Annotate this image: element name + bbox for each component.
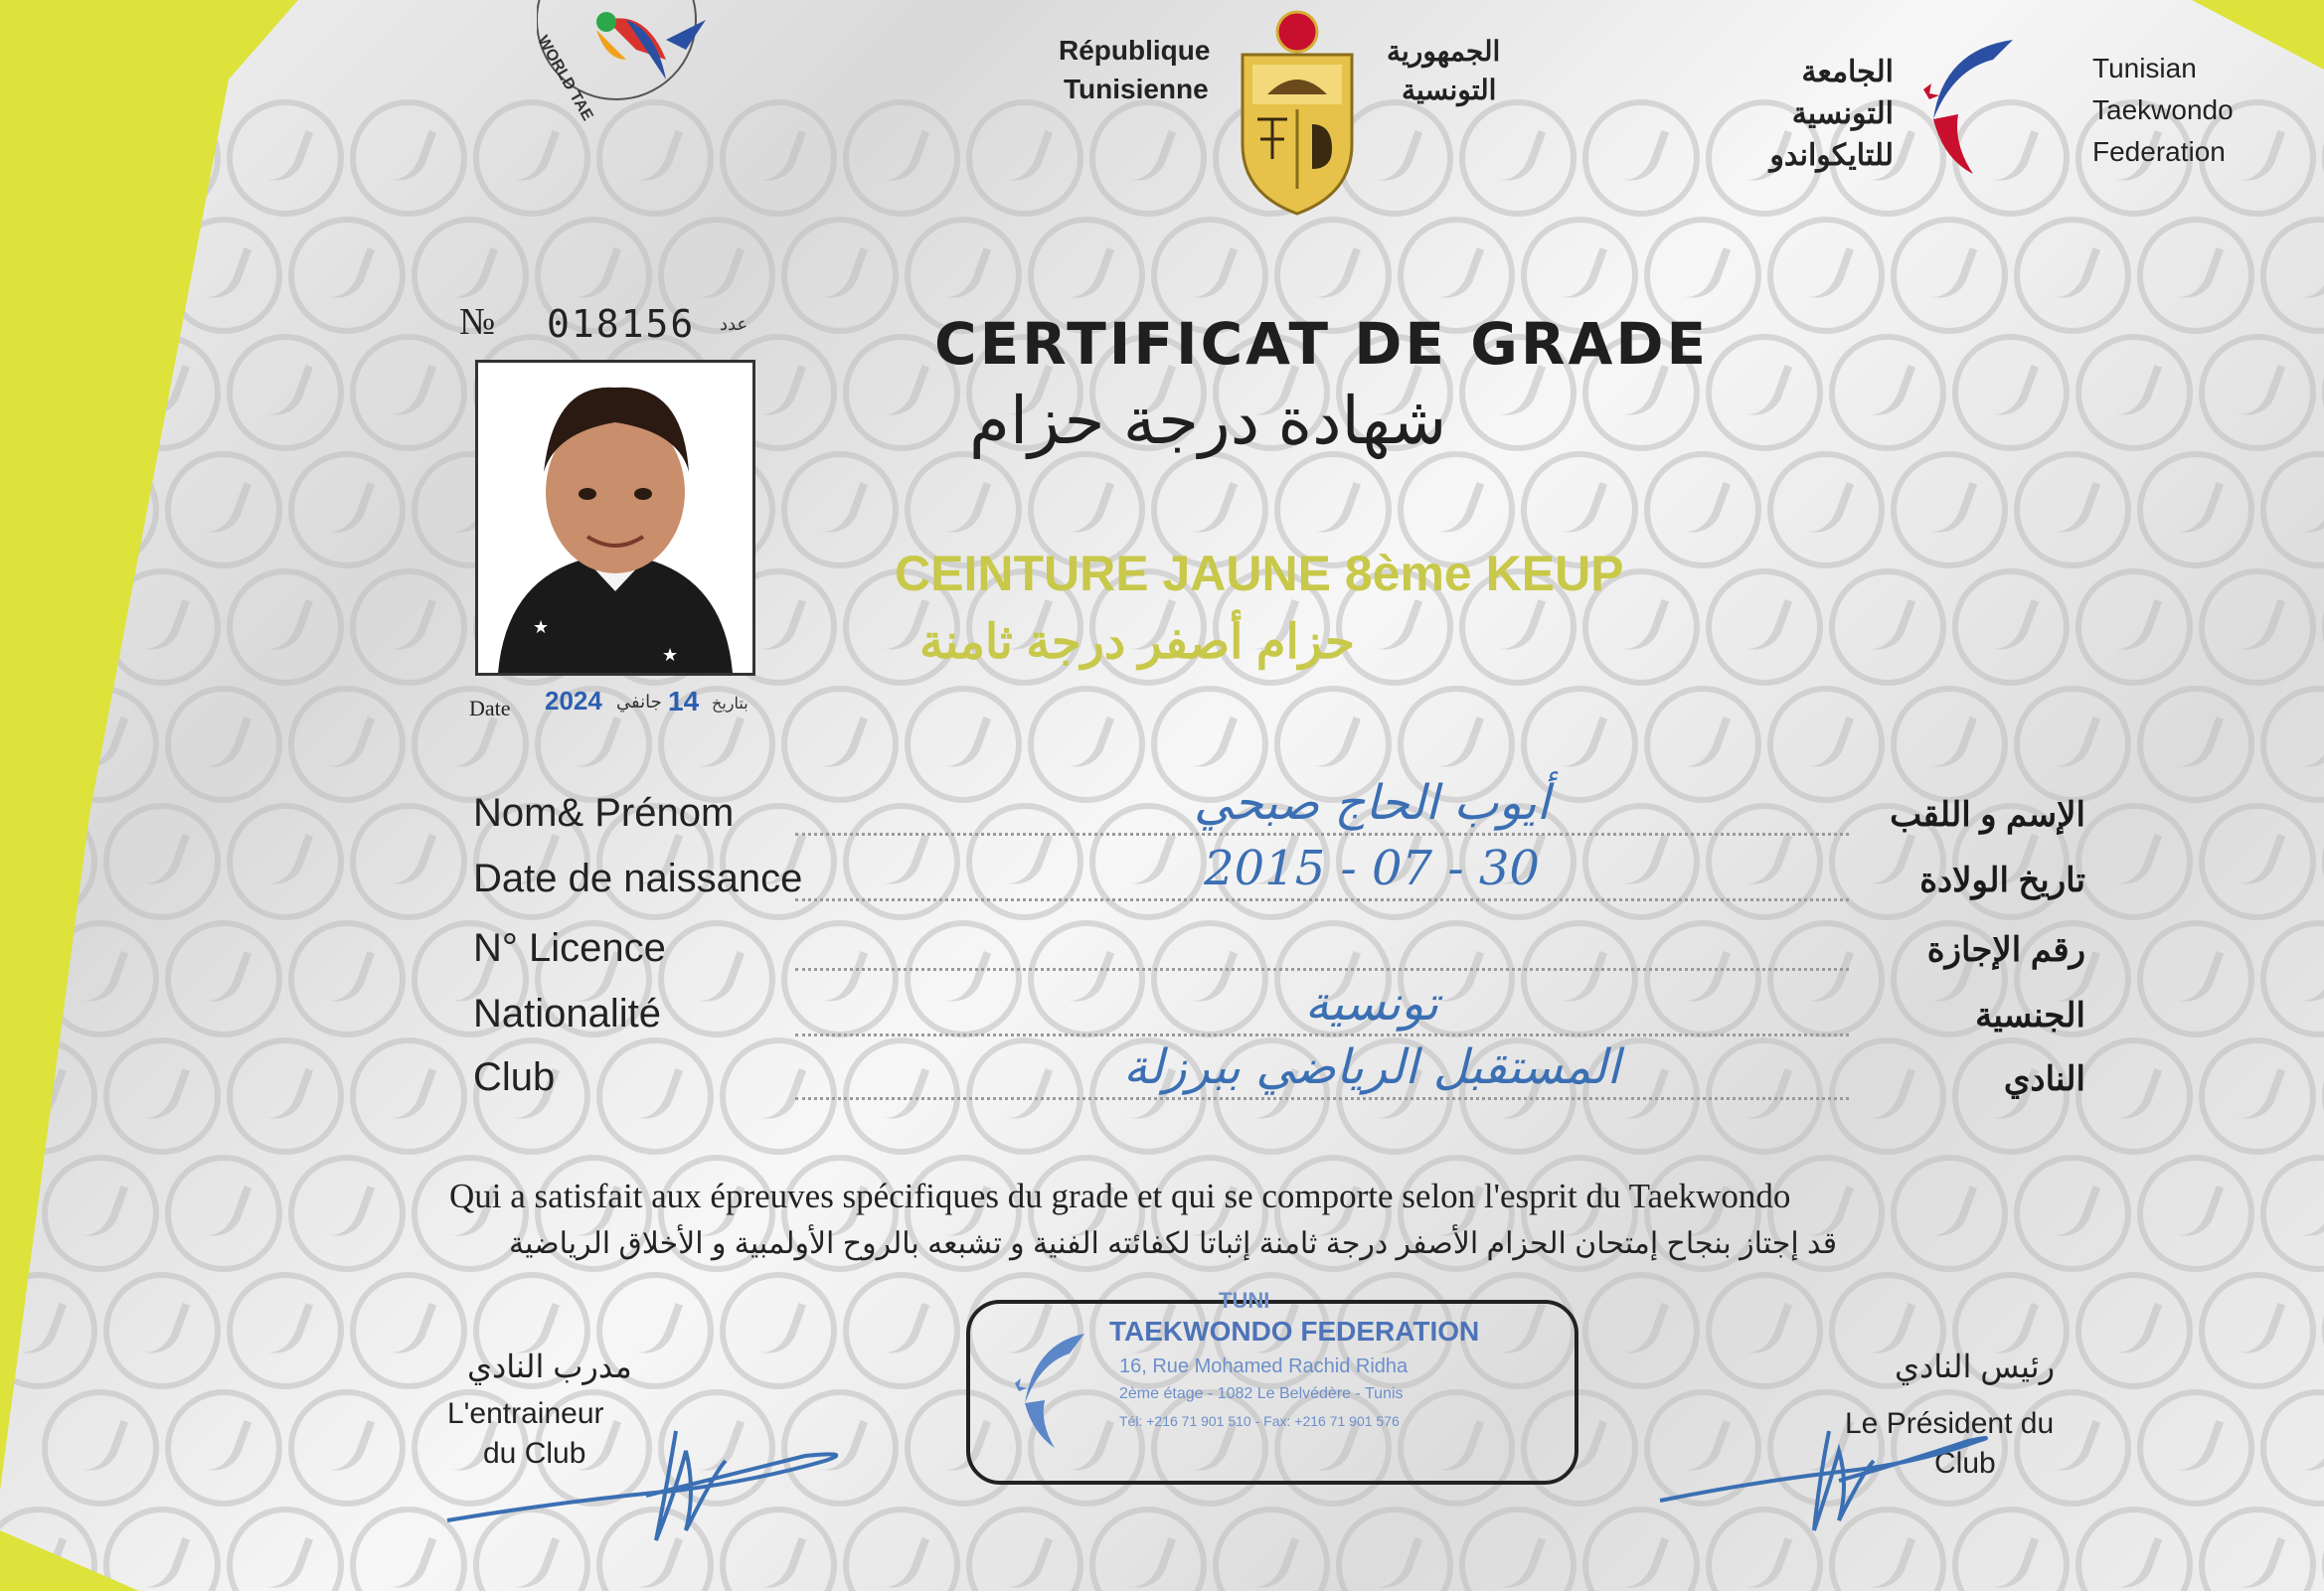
watermark-logo (227, 1272, 344, 1389)
field-dotted-line (795, 898, 1849, 901)
field-value: أيوب الحاج صبحي (1194, 775, 1550, 831)
watermark-logo (350, 1037, 467, 1155)
watermark-logo (1706, 1272, 1823, 1389)
watermark-logo (1829, 568, 1946, 686)
watermark-logo (288, 686, 406, 803)
watermark-logo (1891, 217, 2008, 334)
watermark-logo (2075, 334, 2193, 451)
coat-of-arms-icon (1233, 10, 1362, 219)
watermark-logo (288, 920, 406, 1037)
watermark-logo (2137, 451, 2254, 568)
watermark-logo (227, 99, 344, 217)
watermark-logo (165, 451, 282, 568)
watermark-logo (1089, 1507, 1207, 1591)
field-label-ar: الجنسية (1975, 997, 2085, 1034)
holder-photo (475, 360, 755, 676)
stamp-line-2: TAEKWONDO FEDERATION (1109, 1316, 1480, 1347)
watermark-logo (1952, 568, 2070, 686)
watermark-logo (1767, 451, 1885, 568)
watermark-logo (1829, 1037, 1946, 1155)
photo-date-ar-label: بتاريخ (712, 696, 748, 713)
watermark-logo (2137, 217, 2254, 334)
watermark-logo (2260, 1389, 2324, 1507)
coach-ar-label: مدرب النادي (467, 1349, 632, 1384)
field-label-ar: تاريخ الولادة (1919, 862, 2085, 899)
president-fr-label-2: Club (1934, 1447, 1996, 1480)
watermark-logo (165, 1389, 282, 1507)
watermark-logo (165, 1155, 282, 1272)
statement-ar: قد إجتاز بنجاح إمتحان الحزام الأصفر درجة ثامنة إثباتا لكفائته الفنية و تشبعه بالروح الأولمبية و الأخلاق الرياضية (509, 1227, 1838, 1260)
watermark-logo (843, 803, 960, 920)
watermark-logo (2199, 568, 2316, 686)
svg-text:★: ★ (533, 617, 550, 637)
number-ar-label: عدد (720, 314, 748, 334)
statement-fr: Qui a satisfait aux épreuves spécifiques du grade et qui se comporte selon l'esprit du Taekwondo (449, 1177, 1791, 1215)
grade-ar: حزام أصفر درجة ثامنة (919, 616, 1355, 669)
field-label-fr: Nationalité (473, 992, 662, 1035)
president-fr-label-1: Le Président du (1845, 1407, 2055, 1440)
watermark-logo (2137, 920, 2254, 1037)
watermark-logo (1891, 1155, 2008, 1272)
field-label-fr: N° Licence (473, 926, 666, 970)
field-value: المستقبل الرياضي ببرزلة (1123, 1039, 1620, 1095)
watermark-logo (1952, 334, 2070, 451)
watermark-logo (227, 1037, 344, 1155)
watermark-logo (720, 1272, 837, 1389)
watermark-logo (227, 1507, 344, 1591)
certificate-title-fr: CERTIFICAT DE GRADE (934, 310, 1710, 378)
watermark-logo (966, 1507, 1083, 1591)
certificate-number (459, 300, 767, 350)
coach-signature (437, 1411, 934, 1560)
wt-logo-text: WORLD TAE (533, 33, 596, 124)
watermark-logo (2260, 217, 2324, 334)
watermark-logo (227, 334, 344, 451)
world-taekwondo-logo (533, 0, 785, 139)
federation-ar-line-2: التونسية (1791, 97, 1894, 130)
watermark-logo (350, 568, 467, 686)
field-value: 2015 - 07 - 30 (1204, 841, 1540, 896)
watermark-logo (1706, 568, 1823, 686)
watermark-logo (103, 1272, 221, 1389)
federation-ar-line-1: الجامعة (1801, 56, 1894, 88)
watermark-logo (2137, 686, 2254, 803)
federation-en-line-2: Taekwondo (2092, 94, 2234, 125)
watermark-logo (2014, 686, 2131, 803)
watermark-logo (1829, 334, 1946, 451)
number-value: 018156 (547, 302, 696, 346)
president-ar-label: رئيس النادي (1895, 1349, 2056, 1384)
watermark-logo (2260, 920, 2324, 1037)
watermark-logo (2137, 1155, 2254, 1272)
watermark-logo (1706, 334, 1823, 451)
portrait-image (478, 363, 752, 673)
watermark-logo (165, 686, 282, 803)
watermark-logo (288, 451, 406, 568)
watermark-logo (103, 803, 221, 920)
field-dotted-line (795, 1034, 1849, 1036)
watermark-logo (1767, 686, 1885, 803)
field-label-fr: Date de naissance (473, 857, 803, 900)
watermark-logo (781, 686, 899, 803)
stamp-line-4: 2ème étage - 1082 Le Belvédère - Tunis (1119, 1385, 1404, 1402)
watermark-logo (2260, 686, 2324, 803)
watermark-logo (2199, 803, 2316, 920)
field-label-ar: رقم الإجازة (1926, 931, 2085, 969)
field-label-fr: Club (473, 1055, 556, 1099)
field-dotted-line (795, 968, 1849, 971)
grade-fr: CEINTURE JAUNE 8ème KEUP (895, 546, 1624, 601)
watermark-logo (2014, 1155, 2131, 1272)
photo-date (469, 682, 767, 721)
watermark-logo (2199, 1507, 2316, 1591)
watermark-logo (103, 1037, 221, 1155)
photo-date-label: Date (469, 696, 511, 720)
watermark-logo (42, 1389, 159, 1507)
watermark-logo (2199, 1037, 2316, 1155)
watermark-logo (2075, 1037, 2193, 1155)
watermark-logo (1891, 451, 2008, 568)
stamp-line-5: Tél: +216 71 901 510 - Fax: +216 71 901 576 (1119, 1413, 1400, 1429)
watermark-logo (2199, 334, 2316, 451)
watermark-logo (103, 1507, 221, 1591)
field-dotted-line (795, 833, 1849, 836)
stamp-line-3: 16, Rue Mohamed Rachid Ridha (1119, 1355, 1409, 1377)
watermark-logo (1213, 1507, 1330, 1591)
federation-ar-line-3: للتايكواندو (1769, 139, 1894, 172)
field-label-fr: Nom& Prénom (473, 791, 735, 835)
watermark-logo (1644, 451, 1761, 568)
coach-fr-label-2: du Club (483, 1437, 586, 1470)
watermark-logo (1767, 217, 1885, 334)
photo-date-year: 2024 (545, 686, 602, 716)
watermark-logo (350, 99, 467, 217)
watermark-logo (905, 686, 1022, 803)
watermark-logo (288, 1155, 406, 1272)
watermark-logo (2075, 568, 2193, 686)
watermark-logo (2075, 1507, 2193, 1591)
republic-header (1049, 30, 1536, 219)
watermark-logo (1767, 920, 1885, 1037)
watermark-logo (843, 1272, 960, 1389)
watermark-logo (1891, 686, 2008, 803)
svg-text:★: ★ (662, 645, 679, 665)
republic-ar-line-1: الجمهورية (1387, 36, 1501, 67)
watermark-logo (1582, 1272, 1700, 1389)
watermark-logo (720, 1037, 837, 1155)
federation-en-line-1: Tunisian (2092, 53, 2197, 83)
watermark-logo (843, 1037, 960, 1155)
watermark-logo (843, 99, 960, 217)
watermark-logo (781, 217, 899, 334)
republic-ar-line-2: التونسية (1402, 75, 1497, 105)
federation-en-line-3: Federation (2092, 136, 2226, 167)
number-prefix: № (459, 301, 496, 343)
watermark-logo (227, 568, 344, 686)
coach-fr-label-1: L'entraineur (447, 1397, 604, 1430)
watermark-logo (288, 1389, 406, 1507)
federation-header (1730, 45, 2246, 194)
field-label-ar: النادي (2003, 1060, 2085, 1098)
republic-fr-line-1: République (1059, 35, 1211, 66)
field-label-ar: الإسم و اللقب (1890, 796, 2085, 834)
photo-date-day: 14 (668, 686, 700, 716)
watermark-logo (2014, 451, 2131, 568)
watermark-logo (350, 803, 467, 920)
federation-stamp (966, 1288, 1578, 1485)
watermark-logo (781, 920, 899, 1037)
watermark-logo (905, 920, 1022, 1037)
tunisian-taekwondo-federation-logo (1904, 30, 2023, 179)
watermark-logo (42, 1155, 159, 1272)
watermark-logo (350, 334, 467, 451)
republic-fr-line-2: Tunisienne (1064, 74, 1209, 104)
field-value: تونسية (1304, 976, 1439, 1032)
stamp-line-1: TUNI (1219, 1288, 1270, 1313)
field-dotted-line (795, 1097, 1849, 1100)
watermark-logo (658, 920, 775, 1037)
watermark-logo (1582, 99, 1700, 217)
photo-date-month: جانفي (616, 692, 662, 712)
watermark-logo (2260, 451, 2324, 568)
watermark-logo (781, 451, 899, 568)
watermark-logo (2014, 217, 2131, 334)
watermark-logo (2199, 1272, 2316, 1389)
watermark-logo (288, 217, 406, 334)
watermark-logo (1459, 1507, 1577, 1591)
watermark-logo (227, 803, 344, 920)
president-signature (1650, 1421, 2048, 1550)
watermark-logo (165, 920, 282, 1037)
watermark-logo (596, 1037, 714, 1155)
watermark-logo (2260, 1155, 2324, 1272)
watermark-logo (1336, 1507, 1453, 1591)
certificate-title-ar: شهادة درجة حزام (969, 384, 1447, 457)
watermark-logo (2075, 803, 2193, 920)
watermark-logo (2137, 1389, 2254, 1507)
stamp-logo-icon (1000, 1324, 1089, 1463)
